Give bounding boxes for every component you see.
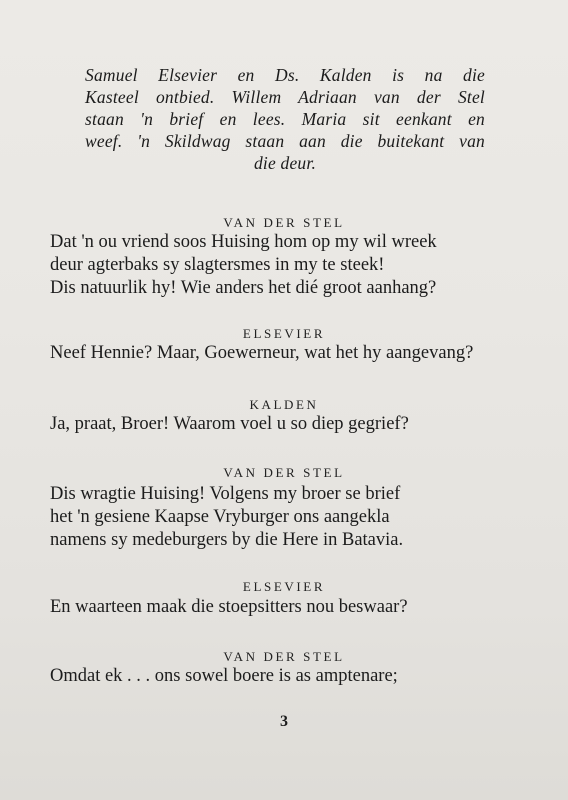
dialogue-line: Omdat ek . . . ons sowel boere is as amptenare; — [50, 666, 398, 686]
stage-direction-line: Kasteel ontbied. Willem Adriaan van der Stel — [85, 87, 485, 107]
dialogue-line: Dis wragtie Huising! Volgens my broer se brief — [50, 484, 401, 504]
dialogue-line: namens sy medeburgers by die Here in Batavia. — [50, 530, 404, 550]
speaker-name: ELSEVIER — [242, 579, 326, 594]
dialogue-line: Dis natuurlik hy! Wie anders het dié groot aanhang? — [50, 278, 437, 298]
dialogue — [50, 342, 520, 365]
dialogue-line: Neef Hennie? Maar, Goewerneur, wat het hy aangevang? — [50, 343, 474, 363]
dialogue-line: het 'n gesiene Kaapse Vryburger ons aangekla — [50, 507, 390, 527]
dialogue — [50, 483, 520, 552]
stage-direction-line: weef. 'n Skildwag staan aan die buitekant van — [85, 131, 485, 151]
dialogue — [50, 665, 520, 688]
speaker-name: KALDEN — [249, 397, 319, 412]
stage-direction — [85, 64, 485, 174]
speaker-name: VAN DER STEL — [223, 215, 345, 230]
dialogue — [50, 596, 520, 619]
speaker-name: VAN DER STEL — [223, 465, 345, 480]
dialogue-line: Ja, praat, Broer! Waarom voel u so diep gegrief? — [50, 414, 409, 434]
dialogue-line: En waarteen maak die stoepsitters nou beswaar? — [50, 597, 408, 617]
stage-direction-line: Samuel Elsevier en Ds. Kalden is na die — [85, 65, 485, 85]
dialogue-line: Dat 'n ou vriend soos Huising hom op my wil wreek — [50, 232, 437, 252]
stage-direction-line: staan 'n brief en lees. Maria sit eenkant en — [85, 109, 485, 129]
dialogue — [50, 231, 520, 300]
page-number: 3 — [280, 713, 288, 730]
dialogue — [50, 413, 520, 436]
stage-direction-line: die deur. — [253, 153, 317, 173]
speaker-name: VAN DER STEL — [223, 649, 345, 664]
speaker-name: ELSEVIER — [242, 326, 326, 341]
dialogue-line: deur agterbaks sy slagtersmes in my te steek! — [50, 255, 385, 275]
